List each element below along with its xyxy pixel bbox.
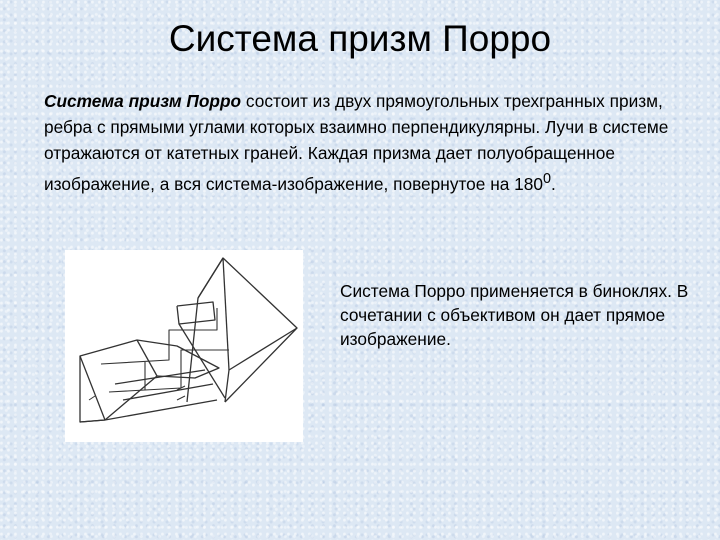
intro-term: Система призм Порро <box>44 91 242 111</box>
porro-prism-figure <box>65 250 303 442</box>
intro-text: состоит из двух прямоугольных трехгранных призм, ребра с прямыми углами которых взаимно перпендикулярны. Лучи в системе отражаются от катетных граней. Каждая призма дает полуобращенное изображение, а вся система-изображение, повернутое на 180 <box>44 91 669 194</box>
slide-title: Система призм Порро <box>168 18 552 59</box>
lower-prism-icon <box>80 340 219 422</box>
porro-prism-diagram-icon <box>65 250 303 442</box>
degree-superscript: 0 <box>543 171 552 187</box>
intro-paragraph <box>44 88 694 197</box>
intro-end: . <box>551 173 556 194</box>
usage-note: Система Порро применяется в биноклях. В сочетании с объективом он дает прямое изображение. <box>340 281 689 349</box>
